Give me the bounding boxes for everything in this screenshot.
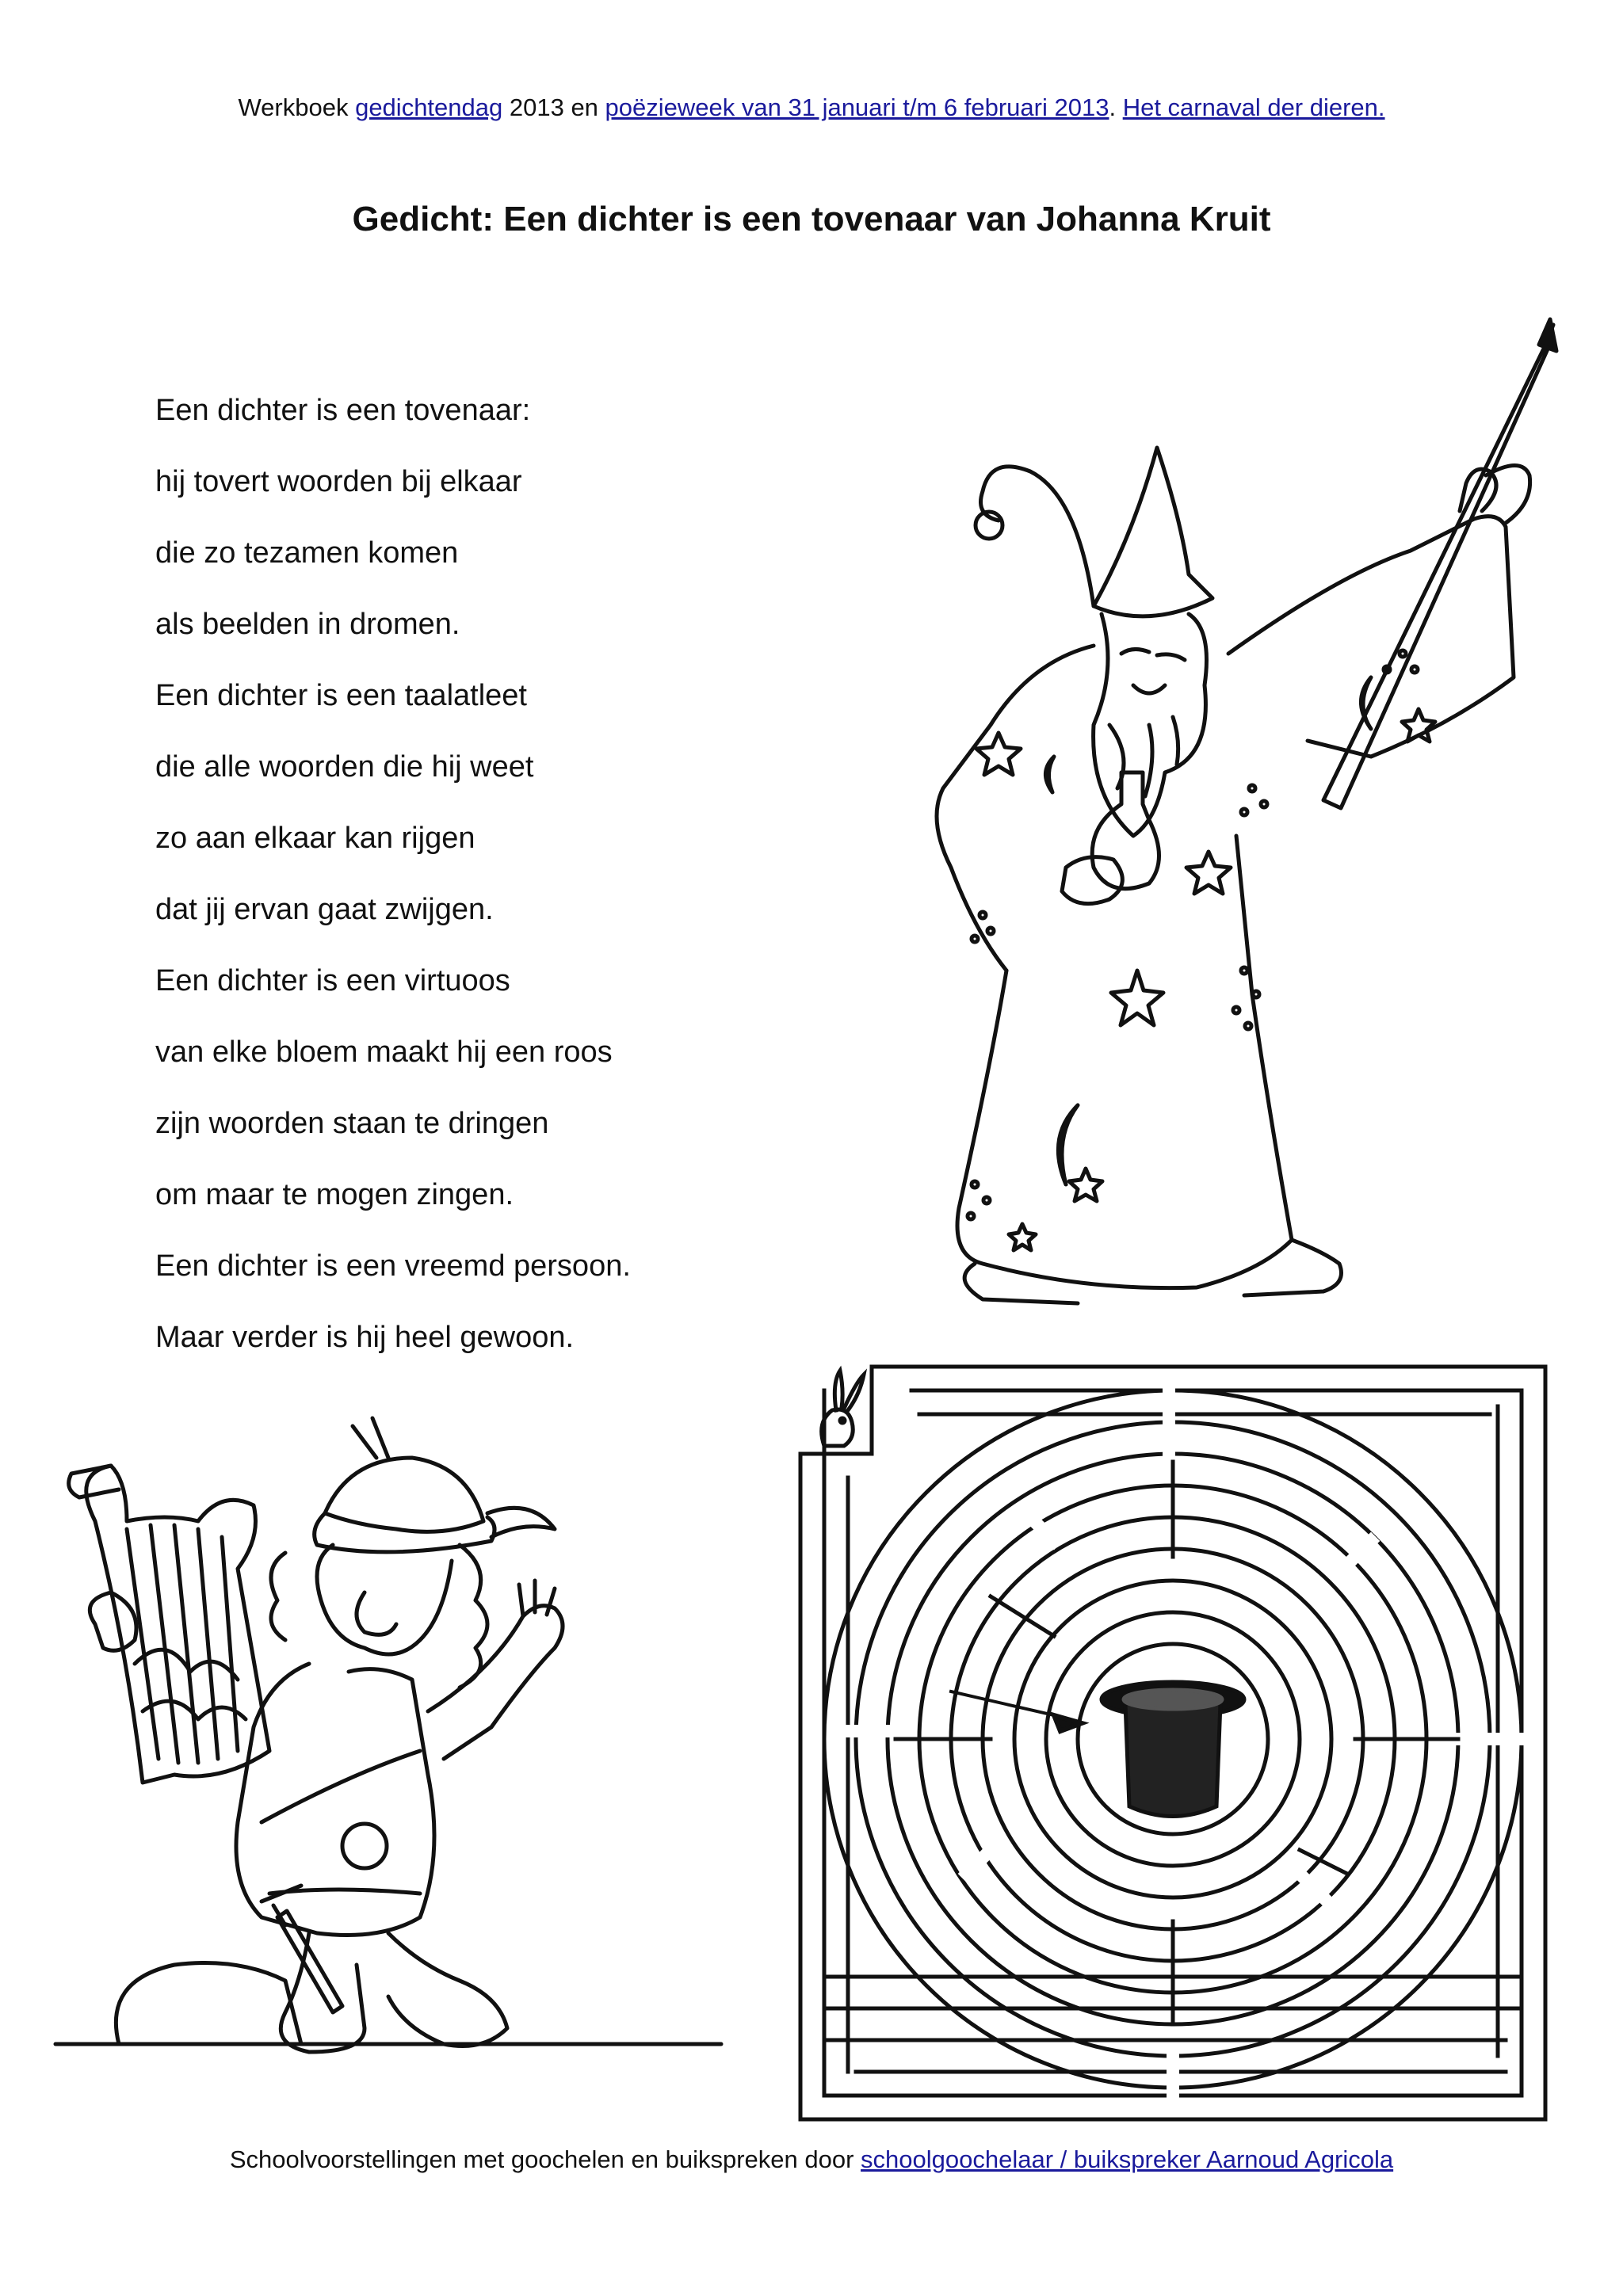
footer-prefix: Schoolvoorstellingen met goochelen en buikspreken door (229, 2145, 861, 2173)
top-hat-icon (1102, 1682, 1244, 1817)
wizard-icon (896, 313, 1561, 1311)
poem-line: dat jij ervan gaat zwijgen. (155, 893, 494, 926)
header-middle: 2013 en (502, 93, 605, 121)
poem-line: zo aan elkaar kan rijgen (155, 822, 475, 855)
gedichtendag-link[interactable]: gedichtendag (355, 93, 503, 121)
poem-title: Gedicht: Een dichter is een tovenaar van Johanna Kruit (352, 200, 1271, 238)
worksheet-footer (0, 2145, 1623, 2174)
poem-line: Een dichter is een tovenaar: (155, 394, 531, 427)
poem-line: Een dichter is een vreemd persoon. (155, 1249, 631, 1283)
header-separator: . (1109, 93, 1123, 121)
poem-line: als beelden in dromen. (155, 608, 460, 641)
bard-with-lyre-icon (48, 1410, 729, 2084)
poem-line: die zo tezamen komen (155, 536, 459, 570)
agricola-link[interactable]: schoolgoochelaar / buikspreker Aarnoud Agricola (861, 2145, 1394, 2173)
poem-line: Een dichter is een taalatleet (155, 679, 527, 712)
poezieweek-link[interactable]: poëzieweek van 31 januari t/m 6 februari 2013 (605, 93, 1109, 121)
poem-line: om maar te mogen zingen. (155, 1178, 514, 1211)
poem-line: van elke bloem maakt hij een roos (155, 1035, 613, 1069)
worksheet-header (0, 93, 1623, 122)
carnaval-link[interactable]: Het carnaval der dieren. (1122, 93, 1385, 121)
poem-line: Een dichter is een virtuoos (155, 964, 510, 997)
maze-icon (792, 1359, 1553, 2127)
poem-line: die alle woorden die hij weet (155, 750, 534, 784)
poem-line: zijn woorden staan te dringen (155, 1107, 549, 1140)
poem-line: hij tovert woorden bij elkaar (155, 465, 522, 498)
poem-lines (155, 388, 631, 1386)
poem-line: Maar verder is hij heel gewoon. (155, 1321, 575, 1354)
header-prefix: Werkboek (238, 93, 356, 121)
rabbit-icon (822, 1371, 864, 1446)
